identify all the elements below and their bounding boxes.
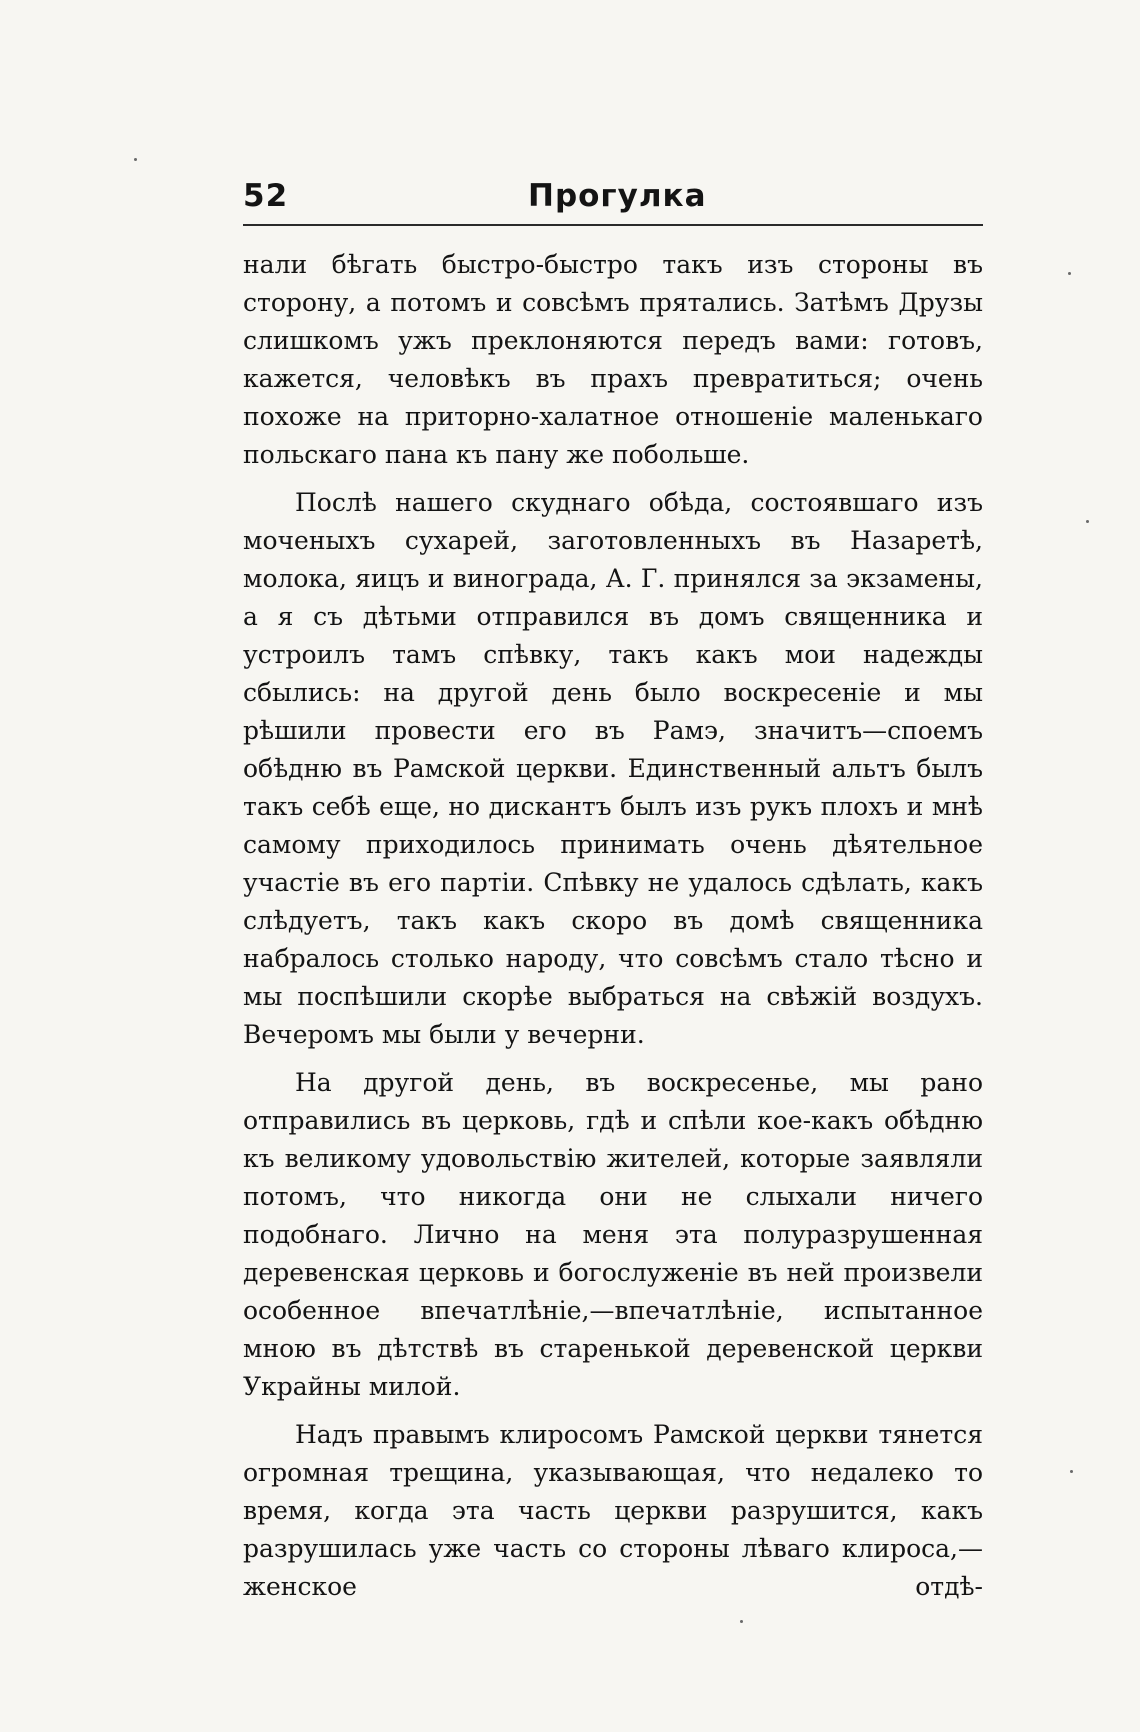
paragraph-2: Послѣ нашего скуднаго обѣда, состоявшаго изъ моченыхъ сухарей, заготовленныхъ въ Назаретѣ, молока, яицъ и винограда, А. Г. принялся за экзамены, а я съ дѣтьми отправился въ домъ священника и устроилъ тамъ спѣвку, такъ какъ мои надежды сбылись: на другой день было воскресеніе и мы рѣшили провести его въ Рамэ, значитъ—споемъ обѣдню въ Рамской церкви. Единственный альтъ былъ такъ себѣ еще, но дискантъ былъ изъ рукъ плохъ и мнѣ самому приходилось принимать очень дѣятельное участіе въ его партіи. Спѣвку не удалось сдѣлать, какъ слѣдуетъ, такъ какъ скоро въ домѣ священника набралось столько народу, что совсѣмъ стало тѣсно и мы поспѣшили скорѣе выбраться на свѣжій воздухъ. Вечеромъ мы были у вечерни. — [243, 488, 983, 1049]
paragraph-4: Надъ правымъ клиросомъ Рамской церкви тянется огромная трещина, указывающая, что недалеко то время, когда эта часть церкви разрушится, какъ разрушилась уже часть со стороны лѣваго клироса,—женское отдѣ- — [243, 1420, 983, 1601]
header-rule — [243, 224, 983, 226]
page-header — [243, 176, 983, 224]
paragraph-1: нали бѣгать быстро-быстро такъ изъ стороны въ сторону, а потомъ и совсѣмъ прятались. Затѣмъ Друзы слишкомъ ужъ преклоняются передъ вами: готовъ, кажется, человѣкъ въ прахъ превратиться; очень похоже на приторно-халатное отношеніе маленькаго польскаго пана къ пану же побольше. — [243, 250, 983, 469]
paragraph-3: На другой день, въ воскресенье, мы рано отправились въ церковь, гдѣ и спѣли кое-какъ обѣдню къ великому удовольствію жителей, которые заявляли потомъ, что никогда они не слыхали ничего подобнаго. Лично на меня эта полуразрушенная деревенская церковь и богослуженіе въ ней произвели особенное впечатлѣніе,—впечатлѣніе, испытанное мною въ дѣтствѣ въ старенькой деревенской церкви Украйны милой. — [243, 1068, 983, 1401]
speck — [740, 1620, 743, 1623]
speck — [134, 158, 137, 161]
speck — [1070, 1470, 1073, 1473]
page-number: 52 — [243, 178, 289, 214]
speck — [1086, 520, 1089, 523]
running-title: Прогулка — [528, 178, 707, 214]
body-text — [243, 246, 983, 1616]
speck — [1068, 272, 1071, 275]
